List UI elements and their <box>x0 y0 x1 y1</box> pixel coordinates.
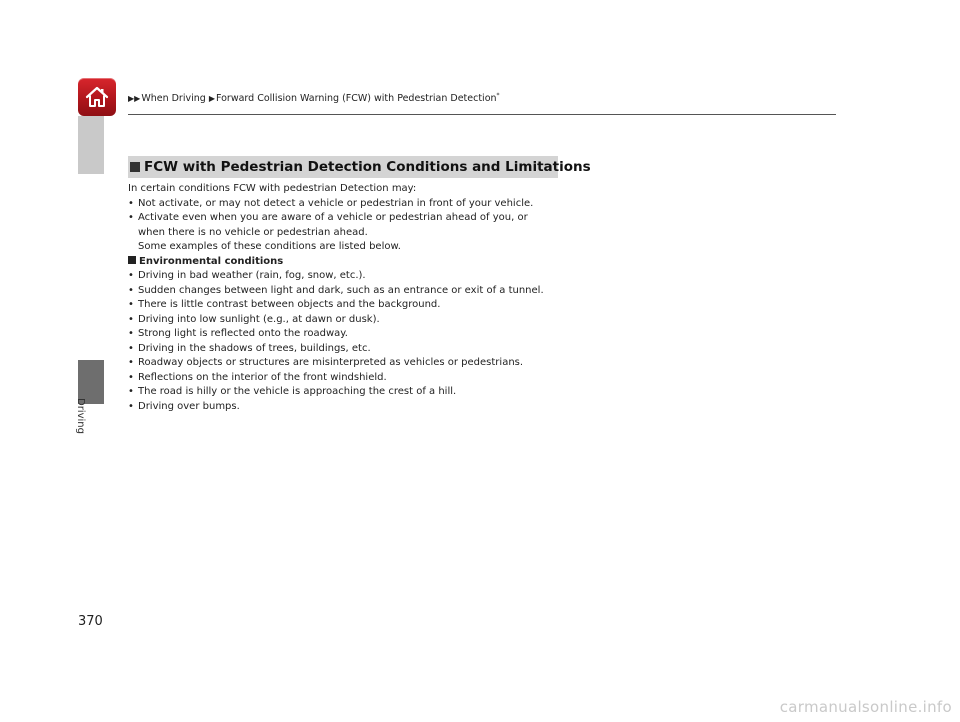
home-icon <box>84 84 110 110</box>
subheading <box>128 255 608 270</box>
intro-text: In certain conditions FCW with pedestrian Detection may: <box>128 183 417 194</box>
list-item: • Driving over bumps. <box>128 400 608 415</box>
content-body <box>128 182 608 414</box>
breadcrumb <box>128 92 500 104</box>
breadcrumb-link-fcw[interactable]: Forward Collision Warning (FCW) with Pedestrian Detection <box>215 93 497 105</box>
list-item: • Reflections on the interior of the front windshield. <box>128 371 608 386</box>
list-item: • The road is hilly or the vehicle is approaching the crest of a hill. <box>128 385 608 400</box>
list-item: • Not activate, or may not detect a vehicle or pedestrian in front of your vehicle. <box>128 197 608 212</box>
square-bullet-icon <box>128 256 136 264</box>
list-item: • Driving in the shadows of trees, buildings, etc. <box>128 342 608 357</box>
examples-note: Some examples of these conditions are listed below. <box>138 241 401 252</box>
list-item: • Driving in bad weather (rain, fog, snow, etc.). <box>128 269 608 284</box>
sidebar-label: Driving <box>75 398 86 434</box>
page-number: 370 <box>78 614 103 629</box>
section-title <box>128 156 591 178</box>
home-button[interactable] <box>78 78 116 116</box>
list-item: • Driving into low sunlight (e.g., at dawn or dusk). <box>128 313 608 328</box>
list-item: • Roadway objects or structures are misinterpreted as vehicles or pedestrians. <box>128 356 608 371</box>
breadcrumb-link-when-driving[interactable]: When Driving <box>141 93 206 105</box>
footnote-mark: * <box>496 92 500 99</box>
breadcrumb-arrow-icon: ▶▶ <box>128 94 141 104</box>
list-item: • Activate even when you are aware of a vehicle or pedestrian ahead of you, or <box>128 211 608 226</box>
subheading-text: Environmental conditions <box>139 255 284 267</box>
list-item: • There is little contrast between objects and the background. <box>128 298 608 313</box>
list-item: • Strong light is reflected onto the roadway. <box>128 327 608 342</box>
square-bullet-icon <box>130 162 140 172</box>
list-item-continuation: when there is no vehicle or pedestrian ahead. <box>138 226 368 238</box>
breadcrumb-arrow-icon: ▶ <box>208 94 215 104</box>
sidebar-tab-inactive <box>78 116 104 174</box>
section-title-text: FCW with Pedestrian Detection Conditions and Limitations <box>144 159 591 175</box>
list-item: • Sudden changes between light and dark, such as an entrance or exit of a tunnel. <box>128 284 608 299</box>
watermark: carmanualsonline.info <box>779 698 952 716</box>
header-rule <box>128 114 836 115</box>
